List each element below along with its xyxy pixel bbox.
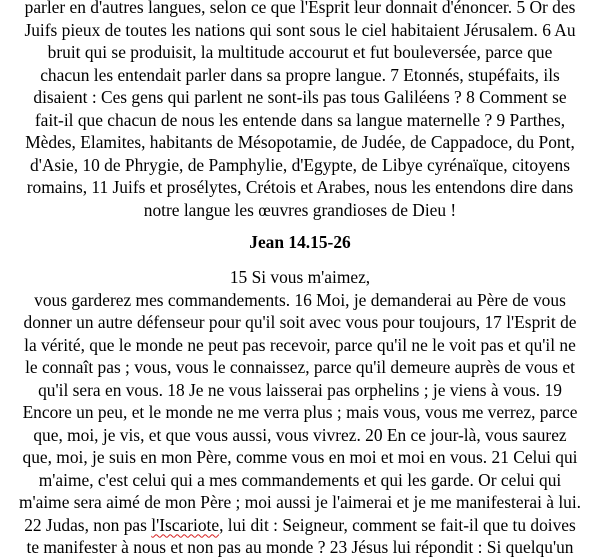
text-line: parler en d'autres langues, selon ce que l'Esprit leur donnait d'énoncer. 5 Or des [24, 0, 576, 17]
text-line: Juifs pieux de toutes les nations qui sont sous le ciel habitaient Jérusalem. 6 Au [24, 19, 576, 40]
text-segment: 22 Judas, non pas [24, 514, 152, 535]
text-line: m'aime, c'est celui qui a mes commandements et qui les garde. Or celui qui [38, 469, 562, 490]
text-line: donner un autre défenseur pour qu'il soit avec vous pour toujours, 17 l'Esprit de [23, 312, 577, 332]
text-line: bruit qui se produisit, la multitude accourut et fut bouleversée, parce que [47, 42, 553, 62]
text-line: te manifester à nous et non pas au monde ? 23 Jésus lui répondit : Si quelqu'un [26, 537, 574, 557]
text-line: chacun les entendait parler dans sa propre langue. 7 Etonnés, stupéfaits, ils [40, 64, 560, 85]
text-line [0, 514, 600, 537]
text-line: disaient : Ces gens qui parlent ne sont-ils pas tous Galiléens ? 8 Comment se [33, 87, 567, 107]
text-line: Encore un peu, et le monde ne me verra plus ; mais vous, vous me verrez, parce [22, 402, 578, 422]
spellcheck-flagged-word[interactable]: l'Iscariote [151, 514, 220, 535]
text-line: qu'il sera en vous. 18 Je ne vous laisserai pas orphelins ; je viens à vous. 19 [38, 379, 562, 400]
text-line: 15 Si vous m'aimez, [229, 267, 371, 287]
text-segment: , lui dit : Seigneur, comment se fait-il que tu doives [219, 514, 576, 535]
text-line: la vérité, que le monde ne peut pas recevoir, parce qu'il ne le voit pas et qu'il ne [24, 334, 576, 355]
section-heading: Jean 14.15-26 [249, 232, 351, 252]
text-line: Mèdes, Elamites, habitants de Mésopotamie, de Judée, de Cappadoce, du Pont, [25, 132, 575, 152]
text-line: que, moi, je suis en mon Père, comme vous en moi et moi en vous. 21 Celui qui [22, 447, 578, 467]
text-line: d'Asie, 10 de Phrygie, de Pamphylie, d'Egypte, de Libye cyrénaïque, citoyens [30, 154, 570, 175]
text-line: vous garderez mes commandements. 16 Moi, je demanderai au Père de vous [34, 289, 566, 310]
text-line: notre langue les œuvres grandioses de Dieu ! [143, 199, 457, 220]
text-line: que, moi, je vis, et que vous aussi, vous vivrez. 20 En ce jour-là, vous saurez [33, 424, 567, 445]
text-line: romains, 11 Juifs et prosélytes, Crétois et Arabes, nous les entendons dire dans [26, 177, 574, 197]
text-line: fait-il que chacun de nous les entende dans sa langue maternelle ? 9 Parthes, [34, 109, 566, 130]
text-line: le connaît pas ; vous, vous le connaissez, parce qu'il demeure auprès de vous et [25, 357, 575, 377]
text-line: m'aime sera aimé de mon Père ; moi aussi je l'aimerai et je me manifesterai à lui. [18, 492, 582, 512]
